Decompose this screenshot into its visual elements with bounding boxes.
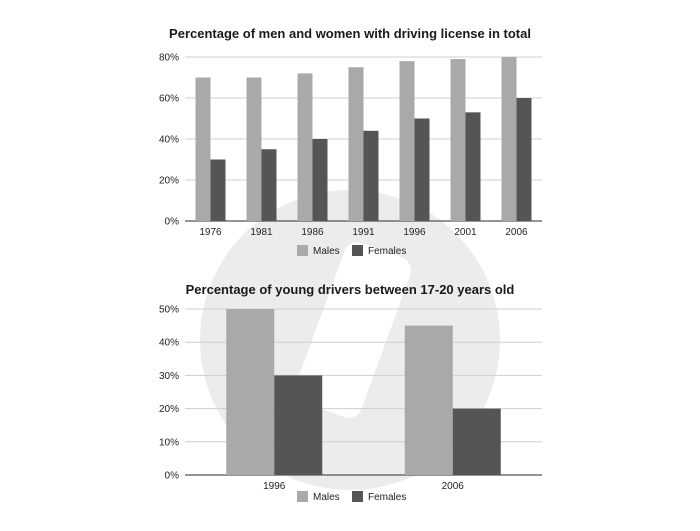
c1-bar-males-1991 [349,67,364,221]
c2-bar-males-1996 [226,309,274,475]
chart1-legend-females-label: Females [368,246,407,257]
chart2-legend-females-swatch [352,491,363,502]
chart2-legend-females-label: Females [368,492,407,503]
chart2-legend [297,491,406,503]
c2-y-tick-label: 10% [158,437,179,449]
chart2-legend-males-swatch [297,491,308,502]
c1-bar-females-2006 [517,98,532,221]
c1-y-tick-label: 40% [158,134,179,146]
c2-y-tick-label: 30% [158,370,179,382]
c1-x-tick-label: 2001 [454,227,477,238]
c1-bar-males-1996 [400,61,415,221]
chart1-legend-males-label: Males [313,246,340,257]
c1-bar-females-1981 [262,149,277,221]
c2-bar-males-2006 [405,326,453,475]
chart2-title: Percentage of young drivers between 17-20 years old [185,282,515,297]
c1-bar-males-1986 [298,73,313,221]
c2-y-tick-label: 0% [164,470,179,482]
c1-x-tick-label: 1976 [199,227,222,238]
c1-x-tick-label: 1991 [352,227,375,238]
c1-x-tick-label: 2006 [505,227,528,238]
c2-x-tick-label: 1996 [263,481,286,492]
chart2-legend-males-label: Males [313,492,340,503]
c1-bar-females-1976 [211,160,226,222]
c1-bar-females-1996 [415,119,430,222]
c1-y-tick-label: 80% [158,52,179,64]
chart1-legend-females-swatch [352,245,363,256]
c2-bar-females-2006 [453,409,501,475]
c1-x-tick-label: 1996 [403,227,426,238]
c1-bar-males-2006 [502,57,517,221]
c1-bar-males-1981 [247,78,262,222]
c1-bar-females-1991 [364,131,379,221]
c2-x-tick-label: 2006 [441,481,464,492]
c1-bar-males-1976 [196,78,211,222]
c1-bar-females-1986 [313,139,328,221]
c1-x-tick-label: 1981 [250,227,273,238]
c1-y-tick-label: 60% [158,93,179,105]
c1-x-tick-label: 1986 [301,227,324,238]
chart1-legend-males-swatch [297,245,308,256]
c1-bar-males-2001 [451,59,466,221]
c1-bar-females-2001 [466,112,481,221]
c2-y-tick-label: 40% [158,337,179,349]
c2-bar-females-1996 [274,375,322,475]
chart1-title: Percentage of men and women with driving license in total [169,26,531,41]
c1-y-tick-label: 20% [158,175,179,187]
c2-y-tick-label: 20% [158,404,179,416]
c1-y-tick-label: 0% [164,216,179,228]
c2-y-tick-label: 50% [158,304,179,316]
